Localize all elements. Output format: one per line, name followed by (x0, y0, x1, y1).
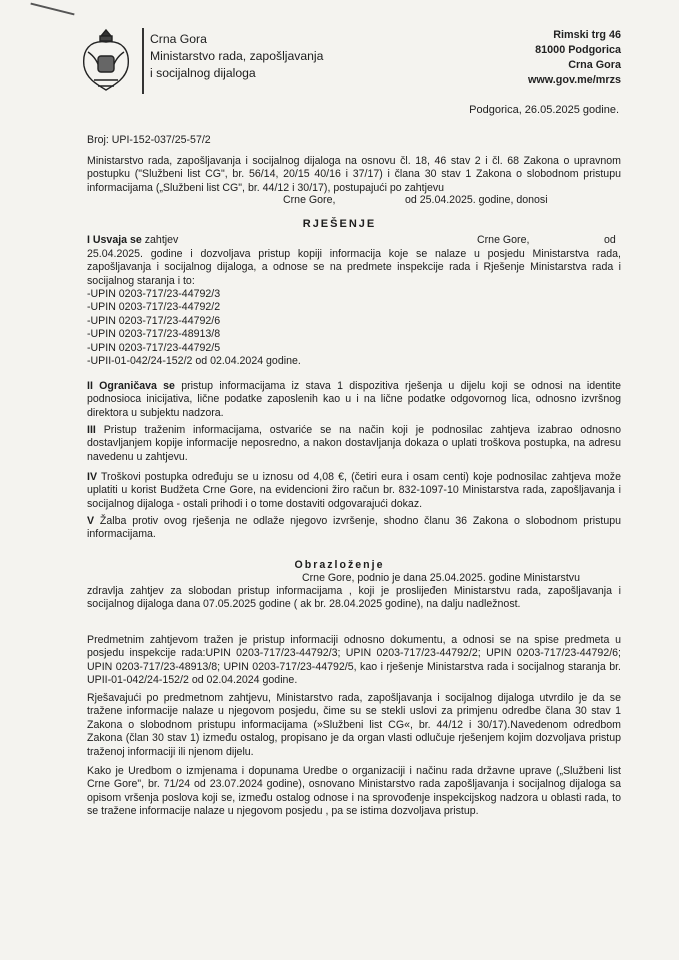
address-country: Crna Gora (568, 59, 621, 71)
scan-mark (30, 3, 74, 16)
list-item: -UPII-01-042/24-152/2 od 02.04.2024 godine. (87, 355, 301, 368)
section-iii-lead: III (87, 424, 96, 436)
reasoning-title: Obrazloženje (294, 559, 385, 571)
org-country: Crna Gora (150, 32, 207, 46)
section-i-requester: Crne Gore, (477, 234, 530, 246)
reasoning-p3: Rješavajući po predmetnom zahtjevu, Ministarstvo rada, zapošljavanja i socijalnog dijaloga utvrdilo je da se tražene informacije nalaze u njegovom posjedu, čime su se stekli uslovi za primjenu odredbe člana 30 stav 1 Zakona o slobodnom pristupu informacijama (»Službeni list CG«, br. 44/12 i 30/17).Navedenom odredbom Zakona (član 30 stav 1) između ostalog, propisano je da organ vlasti odlučuje rješenjem kojim dozvoljava pristup traženoj informaciji ili njenom dijelu. (87, 692, 621, 758)
section-i-list (87, 288, 301, 368)
section-i-paragraph: 25.04.2025. godine i dozvoljava pristup kopiji informacija koje se nalaze u posjedu Ministarstva rada, zapošljavanja i socijalnog dijaloga, a odnose se na predmete inspekcije rada i Rješenje Ministarstva rada i socijalnog staranja i to: (87, 248, 621, 287)
decision-title: RJEŠENJE (302, 218, 377, 230)
section-v-text: Žalba protiv ovog rješenja ne odlaže njegovo izvršenje, shodno članu 36 Zakona o slobodnom pristupu informacijama. (87, 515, 621, 541)
document-number: Broj: UPI-152-037/25-57/2 (87, 134, 211, 146)
reasoning-p4: Kako je Uredbom o izmjenama i dopunama Uredbe o organizaciji i načinu rada državne uprave („Službeni list Crne Gore", br. 71/24 od 23.07.2024 godine), osnovano Ministarstvo rada zapošljavanja i socijalnog dijaloga sa opisom vršenja poslova koji se, između ostalog odnose i na sprovođenje inspekcijskog nadzora u oblasti rada, to se tražene informacije nalaze u njegovom posjedu , pa se istima dozvoljava pristup. (87, 765, 621, 818)
section-ii-lead: II Ograničava se (87, 380, 175, 392)
address-street: Rimski trg 46 (553, 29, 621, 41)
coat-of-arms-icon (80, 26, 132, 94)
section-iii-text: Pristup traženim informacijama, ostvariće se na način koji je podnosilac zahtjeva izabrao odnosno dostavljanjem kopije informacije neposredno, a nakon dostavljanja dokaza o uplati troškova postupka, na adresu navedenu u zahtjevu. (87, 424, 621, 463)
organization-name (150, 31, 323, 82)
section-i-text: zahtjev (144, 234, 179, 246)
list-item: -UPIN 0203-717/23-44792/6 (87, 314, 221, 327)
section-iv-lead: IV (87, 471, 98, 483)
intro-paragraph (87, 155, 621, 195)
list-item: -UPIN 0203-717/23-44792/5 (87, 341, 221, 354)
list-item: -UPIN 0203-717/23-48913/8 (87, 328, 221, 341)
org-ministry: Ministarstvo rada, zapošljavanja (150, 49, 324, 63)
section-iii (87, 424, 621, 464)
section-ii (87, 380, 621, 420)
org-ministry-2: i socijalnog dijaloga (150, 66, 256, 80)
section-v (87, 515, 621, 542)
list-item: -UPIN 0203-717/23-44792/3 (87, 288, 221, 300)
section-iv (87, 471, 621, 511)
section-i-lead: I Usvaja se (87, 234, 142, 246)
reasoning-p1: zdravlja zahtjev za slobodan pristup informacijama , koji je proslijeđen Ministarstvu rada, zapošljavanja i socijalnog dijaloga dana 07.05.2025 godine ( ak br. 28.04.2025 godine), na dalju nadležnost. (87, 585, 621, 611)
section-ii-text: pristup informacijama iz stava 1 dispozitiva rješenja u dijelu koji se odnosi na identite podnosioca inicijativa, lične podatke zaposlenih kao u i na lične podatke odgovornog lica, odnosno izvršnog direktora u subjektu nadzora. (87, 380, 621, 419)
intro-requester: Crne Gore, (283, 194, 336, 206)
address-block (528, 28, 621, 88)
intro-text: Ministarstvo rada, zapošljavanja i socijalnog dijaloga na osnovu čl. 18, 46 stav 2 i čl. 68 Zakona o upravnom postupku ("Službeni list CG", br. 56/14, 20/15 40/16 i 37/17) i člana 30 stav 1 Zakona o slobodnom pristupu informacijama („Službeni list CG", br. 44/12 i 30/17), postupajući po zahtjevu (87, 155, 621, 194)
reasoning-p2: Predmetnim zahtjevom tražen je pristup informaciji odnosno dokumentu, a odnosi se na spise predmeta u posjedu inspekcije rada:UPIN 0203-717/23-44792/3; UPIN 0203-717/23-44792/2; UPIN 0203-717/23-44792/6; UPIN 0203-717/23-48913/8; UPIN 0203-717/23-44792/5, kao i rješenje Ministarstva rada i socijalnog staranja br. UPII-01-042/24-152/2 od 02.04.2024 godine. (87, 634, 621, 687)
address-city: 81000 Podgorica (535, 44, 621, 56)
section-iv-text: Troškovi postupka određuju se u iznosu od 4,08 €, (četiri eura i osam centi) koje podnosilac zahtjeva može uplatiti u korist Budžeta Crne Gore, na evidencioni žiro račun br. 832-1097-10 Ministarstva rada, zapošljavanja i socijalnog dijaloga - ostali prihodi i o tome dostaviti odgovarajući dokaz. (87, 471, 621, 510)
list-item: -UPIN 0203-717/23-44792/2 (87, 301, 221, 314)
address-website[interactable]: www.gov.me/mrzs (528, 74, 621, 86)
document-date: Podgorica, 26.05.2025 godine. (469, 104, 619, 116)
section-i-od: od (604, 234, 616, 246)
header-divider (142, 28, 144, 94)
section-i-first-line (87, 234, 178, 246)
section-v-lead: V (87, 515, 95, 527)
intro-date: od 25.04.2025. godine, donosi (405, 194, 548, 206)
reasoning-p1-first-line: Crne Gore, podnio je dana 25.04.2025. godine Ministarstvu (302, 572, 580, 584)
